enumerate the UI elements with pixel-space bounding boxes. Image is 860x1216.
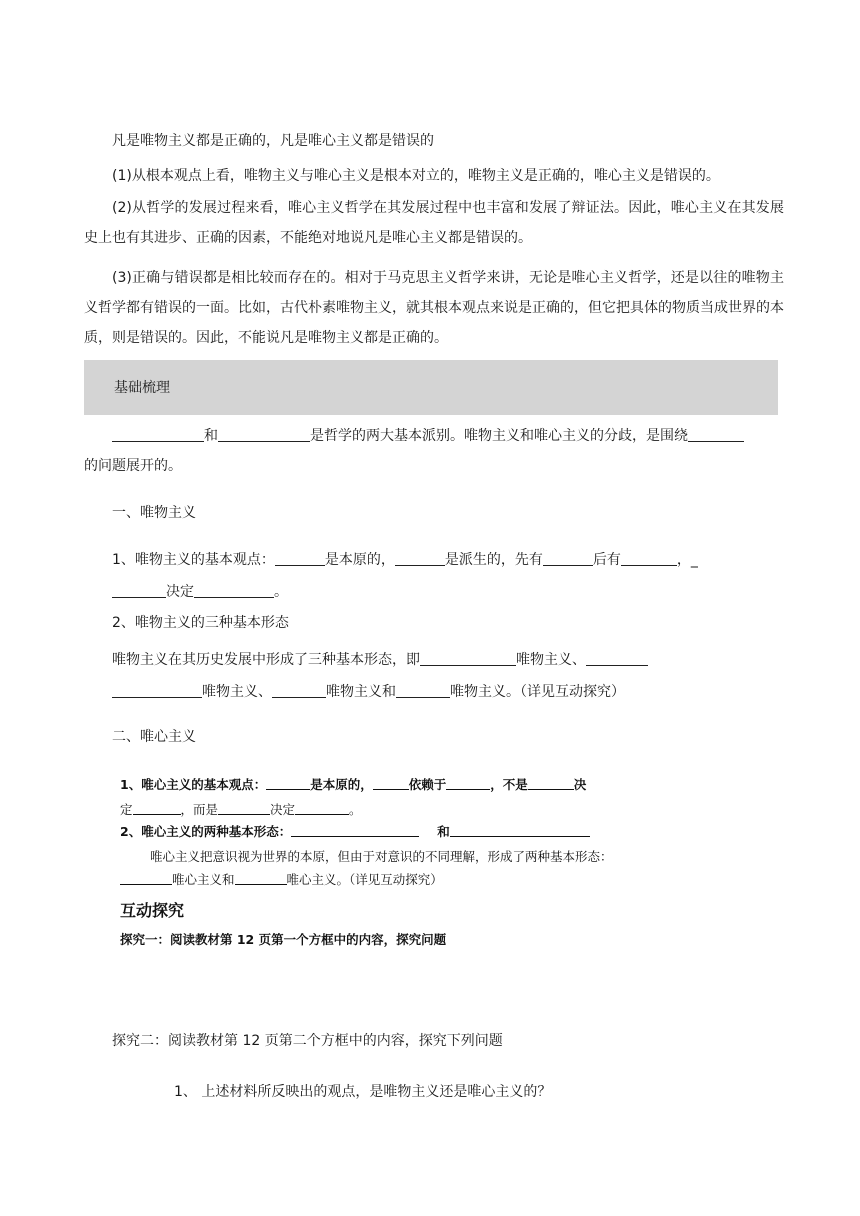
scan-line-2: 定 ，而是 决定 。 [120,802,362,817]
blank[interactable] [528,777,574,790]
intro-point-2: (2)从哲学的发展过程来看，唯心主义哲学在其发展过程中也丰富和发展了辩证法。因此，唯心主义在其发展史上也有其进步、正确的因素，不能绝对地说凡是唯心主义都是错误的。 [84,200,784,246]
explore2-question-1: 1、 上述材料所反映出的观点，是唯物主义还是唯心主义的？ [174,1084,552,1100]
basics-line-1: 和 是哲学的两大基本派别。唯物主义和唯心主义的分歧，是围绕 [112,425,744,446]
blank[interactable] [450,824,590,837]
blank[interactable] [295,802,349,815]
scan-line-6: 探究一：阅读教材第 12 页第一个方框中的内容，探究问题 [120,932,447,947]
scanned-worksheet-image [112,768,697,960]
blank[interactable] [586,649,648,666]
blank[interactable] [272,681,326,698]
blank[interactable] [291,824,419,837]
blank[interactable] [396,681,450,698]
blank[interactable] [194,581,274,598]
blank[interactable] [621,549,677,566]
blank[interactable] [112,425,204,442]
blank[interactable] [446,777,490,790]
blank[interactable] [395,549,445,566]
intro-point-3: (3)正确与错误都是相比较而存在的。相对于马克思主义哲学来讲，无论是唯心主义哲学，还是以往的唯物主义哲学都有错误的一面。比如，古代朴素唯物主义，就其根本观点来说是正确的，但它把具体的物质当成世界的本质，则是错误的。因此，不能说凡是唯物主义都是正确的。 [84,270,784,346]
blank[interactable] [112,581,166,598]
blank[interactable] [420,649,516,666]
blank[interactable] [266,777,310,790]
scan-line-4: 唯心主义把意识视为世界的本原，但由于对意识的不同理解，形成了两种基本形态： [150,849,613,864]
blank[interactable] [373,777,409,790]
explore2-title: 探究二：阅读教材第 12 页第二个方框中的内容，探究下列问题 [112,1033,503,1049]
materialism-heading: 一、唯物主义 [112,505,196,521]
blank[interactable] [120,872,172,885]
materialism-q2-line-2: 唯物主义、 唯物主义和 唯物主义。（详见互动探究） [112,681,625,702]
blank[interactable] [235,872,287,885]
materialism-q1-line-2: 决定 。 [112,581,288,602]
scan-line-1: 1、唯心主义的基本观点： 是本原的， 依赖于 ，不是 决 [120,777,587,792]
blank[interactable] [218,425,310,442]
idealism-heading: 二、唯心主义 [112,729,196,745]
blank[interactable] [543,549,593,566]
blank[interactable] [133,802,181,815]
materialism-q2-title: 2、唯物主义的三种基本形态 [112,615,289,631]
section-header-bar [84,360,778,415]
section-header-title: 基础梳理 [114,380,170,396]
materialism-q2-line-1: 唯物主义在其历史发展中形成了三种基本形态，即 唯物主义、 [112,649,648,670]
blank[interactable] [112,681,202,698]
basics-line-2: 的问题展开的。 [84,458,182,474]
scan-heading: 互动探究 [120,901,185,920]
intro-point-1: (1)从根本观点上看，唯物主义与唯心主义是根本对立的，唯物主义是正确的，唯心主义是错误的。 [112,168,720,184]
materialism-q1-line-1: 1、唯物主义的基本观点： 是本原的， 是派生的，先有 后有 ，_ [112,549,698,570]
blank[interactable] [275,549,325,566]
blank[interactable] [688,425,744,442]
blank[interactable] [218,802,270,815]
scan-line-3: 2、唯心主义的两种基本形态： 和 [120,823,590,841]
intro-title: 凡是唯物主义都是正确的，凡是唯心主义都是错误的 [112,133,434,149]
scan-line-5: 唯心主义和 唯心主义。（详见互动探究） [120,871,443,889]
